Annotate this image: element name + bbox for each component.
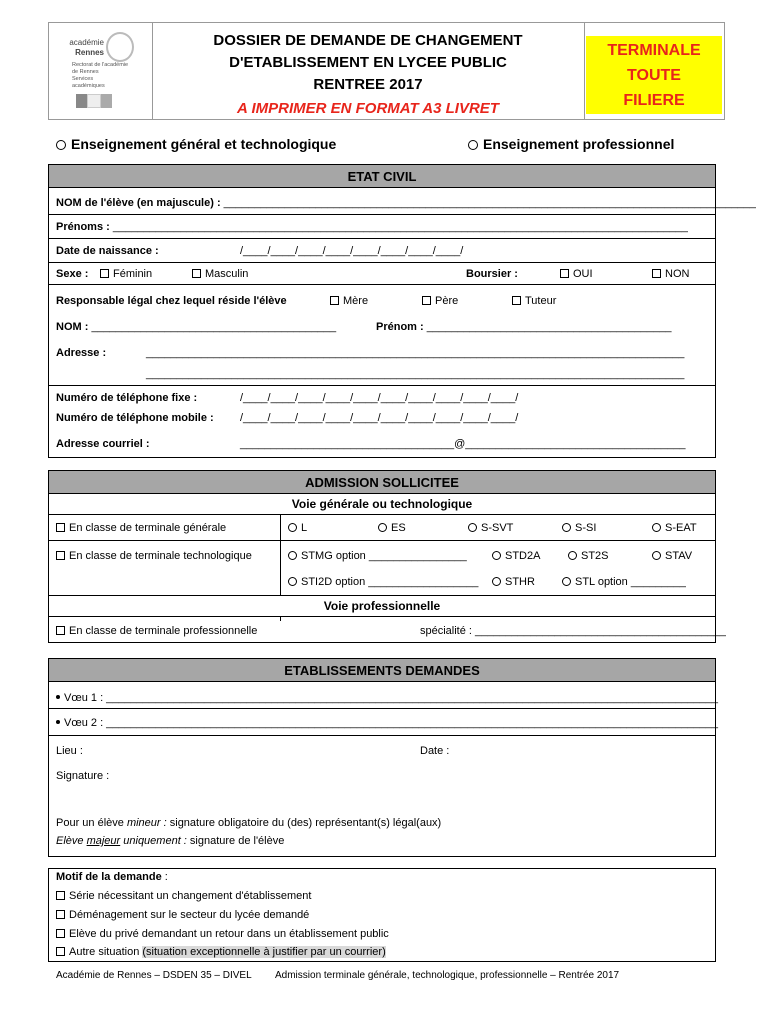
page-title: DOSSIER DE DEMANDE DE CHANGEMENT D'ETABLISSEMENT EN LYCEE PUBLIC RENTREE 2017 <box>213 32 523 93</box>
voie-pro-heading: Voie professionnelle <box>49 595 715 617</box>
republique-flag-icon <box>76 94 112 108</box>
tel-fixe-field[interactable]: /____/____/____/____/____/____/____/____/____/____/ <box>240 392 519 404</box>
pere-checkbox[interactable]: Père <box>422 295 458 307</box>
footer-left: Académie de Rennes – DSDEN 35 – DIVEL <box>56 970 252 981</box>
terminale-pro-checkbox[interactable]: En classe de terminale professionnelle <box>56 625 257 637</box>
etat-civil-title: ETAT CIVIL <box>49 165 715 188</box>
adresse-field-2[interactable]: ________________________________________________________________________________________ <box>146 368 685 380</box>
mineur-note: Pour un élève mineur : signature obligatoire du (des) représentant(s) légal(aux) <box>56 817 442 829</box>
dob-field[interactable]: /____/____/____/____/____/____/____/____/ <box>240 245 464 257</box>
feminin-checkbox[interactable]: Féminin <box>100 268 152 280</box>
signature-field[interactable]: Signature : <box>56 770 110 782</box>
tuteur-checkbox[interactable]: Tuteur <box>512 295 556 307</box>
option-l[interactable]: L <box>288 522 307 534</box>
option-s-svt[interactable]: S-SVT <box>468 522 513 534</box>
responsable-prenom-field[interactable]: ________________________________________ <box>426 321 672 333</box>
masculin-checkbox[interactable]: Masculin <box>192 268 248 280</box>
terminale-badge: TERMINALE TOUTE FILIERE <box>586 36 722 114</box>
adresse-field-1[interactable]: ________________________________________________________________________________________ <box>146 347 685 359</box>
lieu-field[interactable]: Lieu : <box>56 745 83 757</box>
terminale-generale-checkbox[interactable]: En classe de terminale générale <box>56 522 226 534</box>
radio-icon <box>468 140 478 150</box>
option-s-si[interactable]: S-SI <box>562 522 596 534</box>
option-es[interactable]: ES <box>378 522 406 534</box>
footer-right: Admission terminale générale, technologique, professionnelle – Rentrée 2017 <box>275 970 620 981</box>
motif-serie-checkbox[interactable]: Série nécessitant un changement d'établissement <box>56 890 311 902</box>
radio-icon <box>56 140 66 150</box>
print-notice: A IMPRIMER EN FORMAT A3 LIVRET <box>237 100 499 117</box>
academie-logo: académie Rennes Rectorat de l'académie de Rennes Services académiques <box>60 30 140 116</box>
courriel-field[interactable]: ___________________________________@____________________________________ <box>240 438 686 450</box>
specialite-field[interactable]: spécialité : _________________________________________ <box>420 625 726 637</box>
prenoms-field[interactable]: ______________________________________________________________________________________________ <box>112 221 688 233</box>
logo-wordmark: académie Rennes <box>69 38 104 57</box>
option-sti2d[interactable]: STI2D option __________________ <box>288 576 478 588</box>
etablissements-title: ETABLISSEMENTS DEMANDES <box>49 659 715 682</box>
admission-title: ADMISSION SOLLICITEE <box>49 471 715 494</box>
boursier-non-checkbox[interactable]: NON <box>652 268 689 280</box>
terminale-techno-checkbox[interactable]: En classe de terminale technologique <box>56 550 252 562</box>
voeu-2-field[interactable]: Vœu 2 : ____________________________________________________________________________________________________ <box>56 717 718 729</box>
nom-field[interactable]: _______________________________________________________________________________________ <box>223 197 756 209</box>
boursier-oui-checkbox[interactable]: OUI <box>560 268 593 280</box>
voeu-1-field[interactable]: Vœu 1 : ____________________________________________________________________________________________________ <box>56 692 718 704</box>
option-s-eat[interactable]: S-EAT <box>652 522 697 534</box>
majeur-note: Elève majeur uniquement : signature de l'élève <box>56 835 285 847</box>
motif-autre-checkbox[interactable]: Autre situation (situation exceptionnelle à justifier par un courrier) <box>56 946 386 958</box>
track-general-option[interactable]: Enseignement général et technologique <box>56 136 336 152</box>
motif-prive-checkbox[interactable]: Elève du privé demandant un retour dans un établissement public <box>56 928 389 940</box>
option-stav[interactable]: STAV <box>652 550 692 562</box>
motif-demenagement-checkbox[interactable]: Déménagement sur le secteur du lycée demandé <box>56 909 309 921</box>
tel-mobile-field[interactable]: /____/____/____/____/____/____/____/____/____/____/ <box>240 412 519 424</box>
voie-gt-heading: Voie générale ou technologique <box>291 497 473 511</box>
option-sthr[interactable]: STHR <box>492 576 535 588</box>
responsable-nom-field[interactable]: ________________________________________ <box>91 321 337 333</box>
motif-title: Motif de la demande : <box>56 871 168 883</box>
mere-checkbox[interactable]: Mère <box>330 295 368 307</box>
track-pro-option[interactable]: Enseignement professionnel <box>468 136 674 152</box>
date-field[interactable]: Date : <box>420 745 450 757</box>
option-st2s[interactable]: ST2S <box>568 550 609 562</box>
option-stmg[interactable]: STMG option ________________ <box>288 550 467 562</box>
marianne-e-icon <box>106 32 134 62</box>
option-std2a[interactable]: STD2A <box>492 550 540 562</box>
option-stl[interactable]: STL option _________ <box>562 576 686 588</box>
